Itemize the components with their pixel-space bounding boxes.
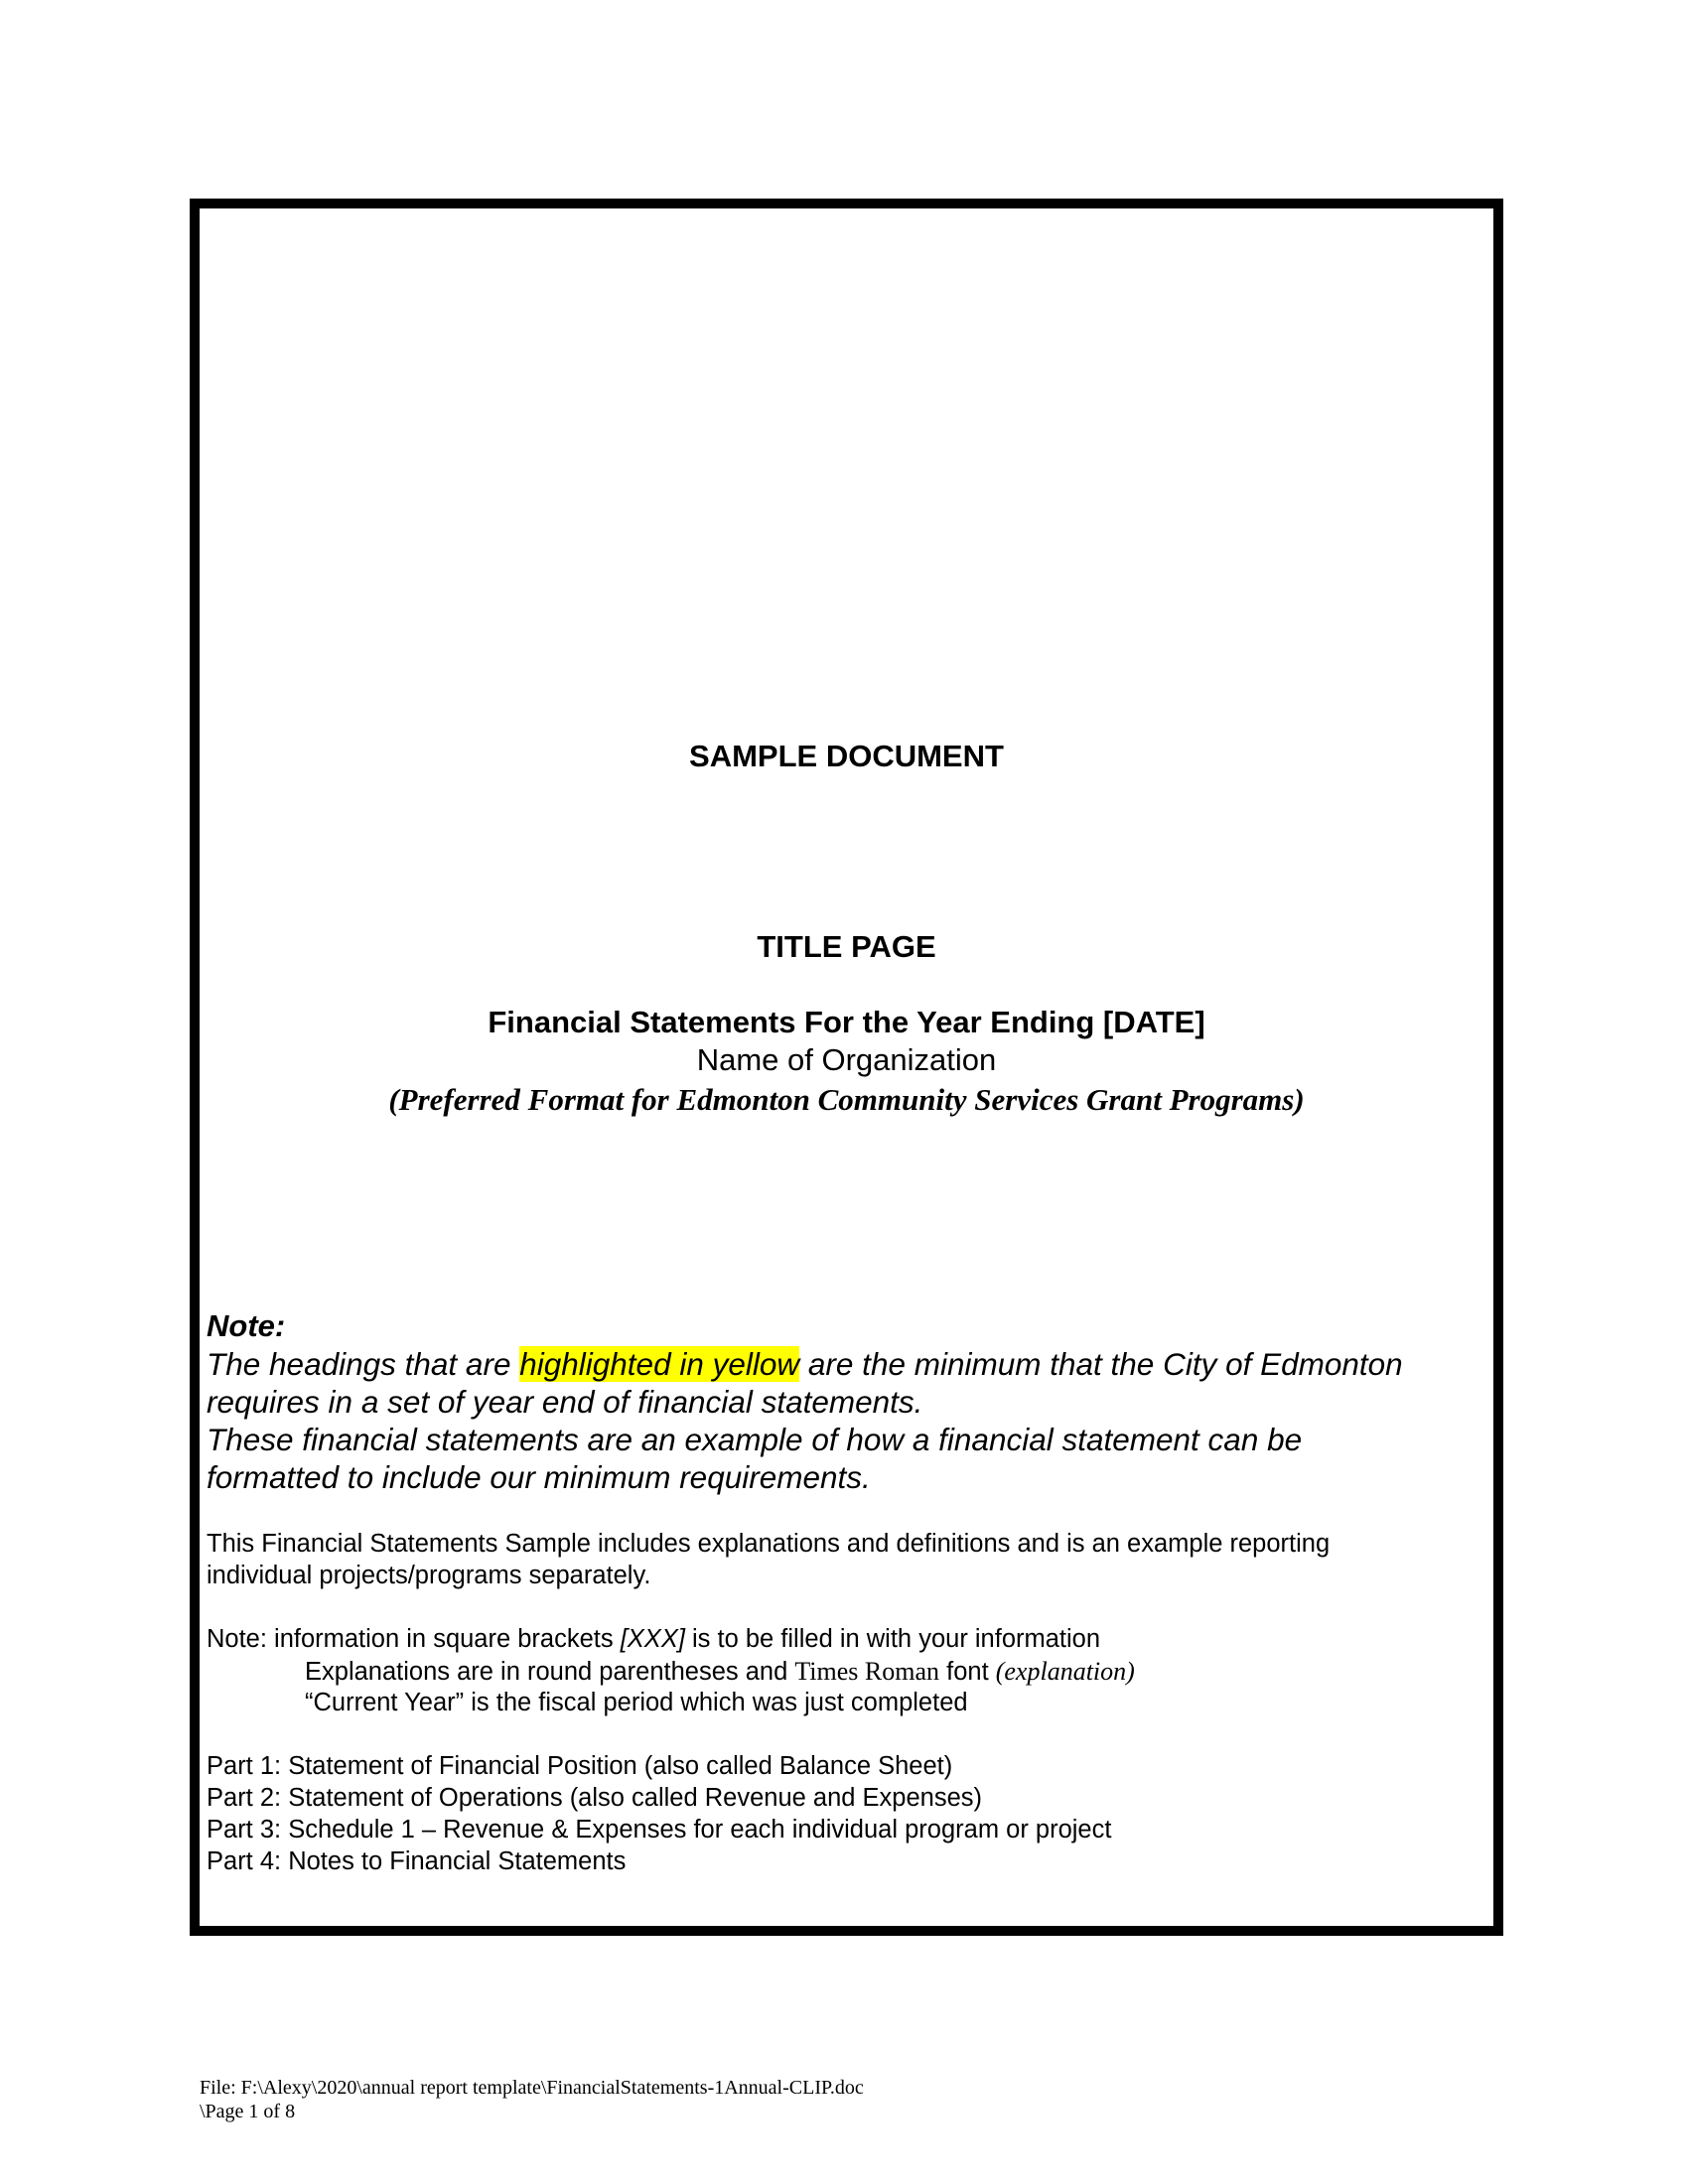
bracket-placeholder-example: [XXX] xyxy=(620,1625,685,1653)
part-4-item: Part 4: Notes to Financial Statements xyxy=(207,1847,627,1875)
note-line-1-post: are the minimum that the City of Edmonton xyxy=(799,1346,1403,1382)
footer-file-path: File: F:\Alexy\2020\annual report template\FinancialStatements-1Annual-CLIP.doc xyxy=(200,2077,864,2099)
conventions-line-1-pre: Note: information in square brackets xyxy=(207,1625,621,1653)
footer-page-indicator: \Page 1 of 8 xyxy=(200,2101,296,2122)
conventions-line-2-mid: font xyxy=(939,1658,996,1686)
conventions-line-2-pre: Explanations are in round parentheses and xyxy=(305,1658,795,1686)
part-3-item: Part 3: Schedule 1 – Revenue & Expenses for each individual program or project xyxy=(207,1816,1112,1843)
note-line-1-pre: The headings that are xyxy=(207,1346,520,1382)
note-label: Note: xyxy=(207,1308,286,1343)
note-line-1 xyxy=(207,1346,1403,1383)
intro-line-1: This Financial Statements Sample includes explanations and definitions and is an example reporting xyxy=(207,1530,1331,1558)
highlighted-text: highlighted in yellow xyxy=(519,1346,800,1382)
note-line-4: formatted to include our minimum requirements. xyxy=(207,1459,871,1495)
times-roman-font-name: Times Roman xyxy=(794,1657,940,1686)
conventions-line-3: “Current Year” is the fiscal period which was just completed xyxy=(305,1689,968,1716)
part-2-item: Part 2: Statement of Operations (also called Revenue and Expenses) xyxy=(207,1784,983,1812)
note-line-2: requires in a set of year end of financial statements. xyxy=(207,1384,923,1420)
conventions-line-1 xyxy=(207,1625,1100,1654)
sample-document-heading: SAMPLE DOCUMENT xyxy=(689,739,1004,773)
organization-name: Name of Organization xyxy=(696,1042,997,1077)
note-line-3: These financial statements are an example of how a financial statement can be xyxy=(207,1422,1303,1457)
explanation-example: (explanation) xyxy=(995,1657,1135,1686)
intro-line-2: individual projects/programs separately. xyxy=(207,1562,651,1589)
title-page-heading: TITLE PAGE xyxy=(757,929,936,964)
financial-statements-heading: Financial Statements For the Year Ending [DATE] xyxy=(488,1005,1205,1039)
conventions-line-2 xyxy=(305,1657,1135,1687)
preferred-format-subtitle: (Preferred Format for Edmonton Community Services Grant Programs) xyxy=(388,1082,1305,1117)
conventions-line-1-post: is to be filled in with your information xyxy=(684,1625,1101,1653)
part-1-item: Part 1: Statement of Financial Position (also called Balance Sheet) xyxy=(207,1752,953,1780)
